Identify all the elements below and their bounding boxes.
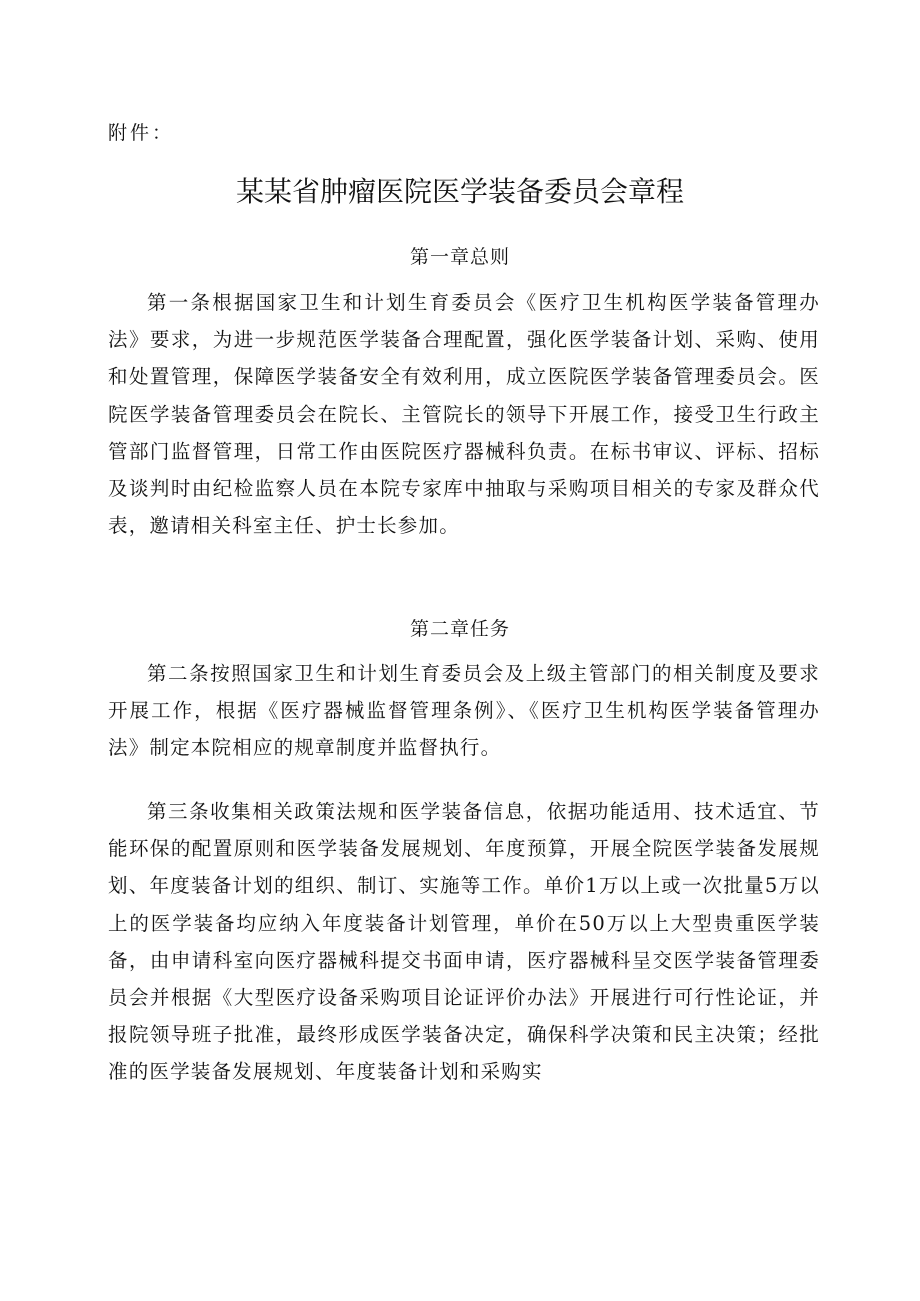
article-2-paragraph: 第二条按照国家卫生和计划生育委员会及上级主管部门的相关制度及要求开展工作，根据《医疗器械监督管理条例》、《医疗卫生机构医学装备管理办法》制定本院相应的规章制度并监督执行。 [108, 662, 820, 760]
article-3-paragraph: 第三条收集相关政策法规和医学装备信息，依据功能适用、技术适宜、节能环保的配置原则和医学装备发展规划、年度预算，开展全院医学装备发展规划、年度装备计划的组织、制订、实施等工作。单价1万以上或一次批量5万以上的医学装备均应纳入年度装备计划管理，单价在50万以上大型贵重医学装备，由申请科室向医疗器械科提交书面申请，医疗器械科呈交医学装备管理委员会并根据《大型医疗设备采购项目论证评价办法》开展进行可行性论证，并报院领导班子批准，最终形成医学装备决定，确保科学决策和民主决策；经批准的医学装备发展规划、年度装备计划和采购实 [108, 800, 820, 1084]
document-title: 某某省肿瘤医院医学装备委员会章程 [235, 175, 684, 208]
chapter-1-heading: 第一章总则 [409, 246, 510, 268]
article-1-paragraph: 第一条根据国家卫生和计划生育委员会《医疗卫生机构医学装备管理办法》要求，为进一步规范医学装备合理配置，强化医学装备计划、采购、使用和处置管理，保障医学装备安全有效利用，成立医院医学装备管理委员会。医院医学装备管理委员会在院长、主管院长的领导下开展工作，接受卫生行政主管部门监督管理，日常工作由医院医疗器械科负责。在标书审议、评标、招标及谈判时由纪检监察人员在本院专家库中抽取与采购项目相关的专家及群众代表，邀请相关科室主任、护士长参加。 [108, 291, 820, 538]
attachment-label: 附件： [108, 122, 175, 144]
chapter-2-heading: 第二章任务 [409, 618, 510, 640]
